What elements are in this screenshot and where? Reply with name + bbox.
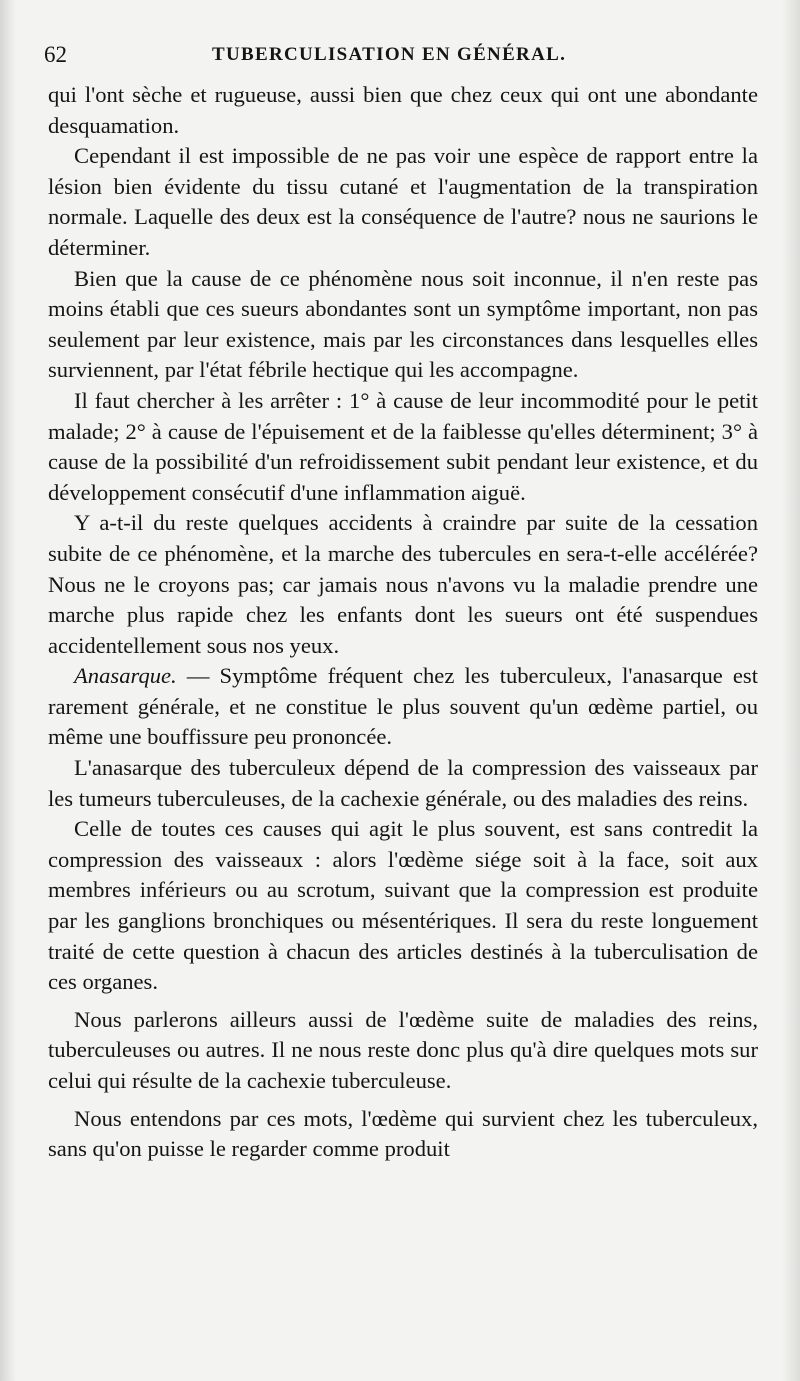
paragraph: Nous entendons par ces mots, l'œdème qui survient chez les tuberculeux, sans qu'on puisse le regarder comme produit: [48, 1105, 758, 1162]
section-heading: Anasarque.: [74, 663, 177, 689]
paragraph: L'anasarque des tuberculeux dépend de la compression des vaisseaux par les tumeurs tuberculeuses, de la cachexie générale, ou des maladies des reins.: [48, 755, 758, 811]
page-header: [44, 38, 772, 68]
paragraph-anasarque: [48, 661, 758, 753]
paragraph: Celle de toutes ces causes qui agit le plus souvent, est sans contredit la compression des vaisseaux : alors l'œdème siége soit à la face, soit aux membres inférieurs ou au scrotum, suivant que la compression est produite par les ganglions bronchiques ou mésentériques. Il sera du reste longuement traité de cette question à chacun des articles destinés à la tuberculisation de ces organes.: [48, 816, 758, 995]
paragraph-text: — Symptôme fréquent chez les tuberculeux, l'anasarque est rarement générale, et ne constitue le plus souvent qu'un œdème partiel, ou même une bouffissure peu prononcée.: [48, 663, 758, 750]
paragraph: qui l'ont sèche et rugueuse, aussi bien que chez ceux qui ont une abondante desquamation.: [48, 82, 758, 138]
paragraph: Y a-t-il du reste quelques accidents à craindre par suite de la cessation subite de ce phénomène, et la marche des tubercules en sera-t-elle accélérée? Nous ne le croyons pas; car jamais nous n'avons vu la maladie prendre une marche plus rapide chez les enfants dont les sueurs ont été suspendues accidentellement sous nos yeux.: [48, 510, 758, 658]
paragraph: Cependant il est impossible de ne pas voir une espèce de rapport entre la lésion bien évidente du tissu cutané et l'augmentation de la transpiration normale. Laquelle des deux est la conséquence de l'autre? nous ne saurions le déterminer.: [48, 143, 758, 260]
paragraph: Il faut chercher à les arrêter : 1° à cause de leur incommodité pour le petit malade; 2° à cause de l'épuisement et de la faiblesse qu'elles déterminent; 3° à cause de la possibilité d'un refroidissement subit pendant leur existence, et du développement consécutif d'une inflammation aiguë.: [48, 387, 758, 505]
page-number: 62: [44, 42, 67, 67]
paragraph: Bien que la cause de ce phénomène nous soit inconnue, il n'en reste pas moins établi que ces sueurs abondantes sont un symptôme important, non pas seulement par leur existence, mais par les circonstances dans lesquelles elles surviennent, par l'état fébrile hectique qui les accompagne.: [48, 265, 758, 383]
running-title: TUBERCULISATION EN GÉNÉRAL.: [212, 44, 567, 65]
body-text: [48, 80, 758, 1165]
paragraph: Nous parlerons ailleurs aussi de l'œdème suite de maladies des reins, tuberculeuses ou autres. Il ne nous reste donc plus qu'à dire quelques mots sur celui qui résulte de la cachexie tuberculeuse.: [48, 1006, 758, 1093]
